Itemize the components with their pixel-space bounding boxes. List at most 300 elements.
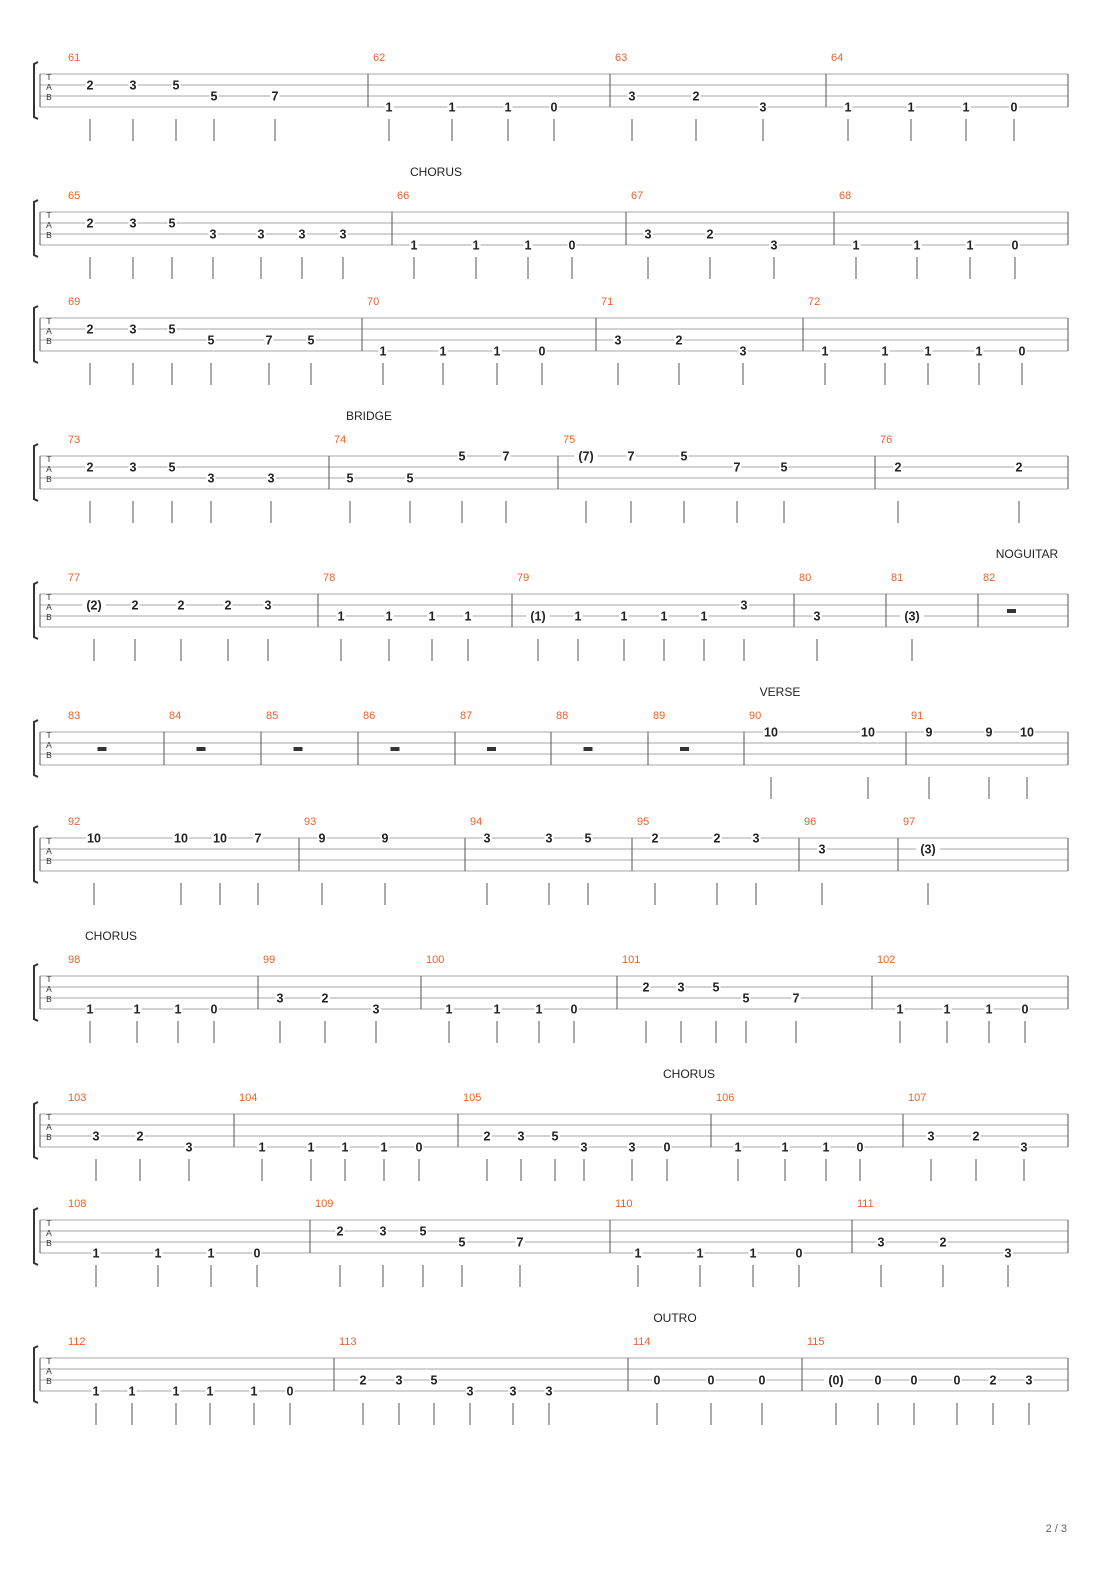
fret-number: 7 (254, 831, 262, 846)
fret-number: 2 (86, 78, 94, 93)
measure-number: 77 (68, 572, 81, 584)
fret-number: 3 (1020, 1140, 1028, 1155)
measure-number: 107 (908, 1092, 927, 1104)
measure-number: 97 (903, 816, 916, 828)
tab-system (34, 52, 1068, 141)
system-bracket (34, 720, 38, 777)
fret-number: 0 (910, 1373, 918, 1388)
measure-number: 113 (339, 1336, 357, 1348)
fret-number: 1 (206, 1384, 214, 1399)
measure-number: 115 (807, 1336, 825, 1348)
tab-system (34, 296, 1068, 385)
fret-number: 5 (307, 333, 315, 348)
fret-number: 3 (545, 831, 553, 846)
fret-number: 7 (627, 449, 635, 464)
fret-number: 3 (818, 842, 826, 857)
fret-number: 1 (154, 1246, 162, 1261)
measure-number: 100 (426, 954, 445, 966)
tab-clef-letter: A (46, 464, 52, 474)
measure-number: 112 (68, 1336, 86, 1348)
fret-number: 5 (780, 460, 788, 475)
measure-number: 91 (911, 710, 924, 722)
fret-number: 3 (677, 980, 685, 995)
measure-number: 82 (983, 572, 996, 584)
fret-number: 3 (257, 227, 265, 242)
tab-clef-letter: T (46, 1218, 52, 1228)
tab-system (34, 409, 1068, 523)
fret-number: 3 (129, 216, 137, 231)
fret-number: 3 (395, 1373, 403, 1388)
fret-number: (0) (828, 1373, 844, 1388)
system-bracket (34, 200, 38, 257)
measure-number: 66 (397, 190, 410, 202)
system-bracket (34, 1208, 38, 1265)
fret-number: 2 (642, 980, 650, 995)
tab-clef-letter: B (46, 1376, 52, 1386)
fret-number: 5 (168, 322, 176, 337)
fret-number: 0 (1011, 238, 1019, 253)
fret-number: 3 (759, 100, 767, 115)
fret-number: 5 (346, 471, 354, 486)
measure-number: 101 (622, 954, 641, 966)
measure-number: 75 (563, 434, 576, 446)
tab-clef-letter: T (46, 1112, 52, 1122)
system-bracket (34, 1102, 38, 1159)
tab-clef-letter: T (46, 1356, 52, 1366)
measure-number: 105 (463, 1092, 482, 1104)
fret-number: 1 (822, 1140, 830, 1155)
measure-number: 64 (831, 52, 844, 64)
system-bracket (34, 306, 38, 363)
section-label: BRIDGE (345, 409, 393, 423)
fret-number: 1 (907, 100, 915, 115)
fret-number: 5 (210, 89, 218, 104)
fret-number: 0 (550, 100, 558, 115)
measure-number: 85 (266, 710, 279, 722)
tab-system (34, 165, 1068, 279)
measure-number: 81 (891, 572, 904, 584)
fret-number: 3 (129, 460, 137, 475)
fret-number: 0 (1018, 344, 1026, 359)
fret-number: 5 (712, 980, 720, 995)
fret-number: 1 (896, 1002, 904, 1017)
fret-number: 2 (692, 89, 700, 104)
fret-number: 1 (445, 1002, 453, 1017)
fret-number: 2 (86, 322, 94, 337)
fret-number: 3 (509, 1384, 517, 1399)
fret-number: 1 (535, 1002, 543, 1017)
measure-number: 71 (601, 296, 614, 308)
tab-clef-letter: A (46, 602, 52, 612)
fret-number: 5 (551, 1129, 559, 1144)
fret-number: 3 (466, 1384, 474, 1399)
fret-number: 2 (224, 598, 232, 613)
measure-number: 92 (68, 816, 81, 828)
fret-number: 1 (472, 238, 480, 253)
measure-number: 87 (460, 710, 473, 722)
fret-number: 1 (92, 1246, 100, 1261)
fret-number: 2 (86, 460, 94, 475)
fret-number: 1 (696, 1246, 704, 1261)
whole-rest (197, 747, 206, 751)
fret-number: 1 (385, 609, 393, 624)
fret-number: 1 (92, 1384, 100, 1399)
fret-number: 7 (792, 991, 800, 1006)
fret-number: 2 (972, 1129, 980, 1144)
tab-clef-letter: B (46, 612, 52, 622)
fret-number: 7 (502, 449, 510, 464)
fret-number: 3 (209, 227, 217, 242)
measure-number: 98 (68, 954, 81, 966)
fret-number: 5 (680, 449, 688, 464)
tab-clef-letter: A (46, 984, 52, 994)
tab-clef-letter: A (46, 740, 52, 750)
tab-clef-letter: B (46, 856, 52, 866)
fret-number: 2 (713, 831, 721, 846)
measure-number: 88 (556, 710, 569, 722)
measure-number: 63 (615, 52, 628, 64)
tab-clef-letter: A (46, 1228, 52, 1238)
fret-number: 3 (1004, 1246, 1012, 1261)
tab-clef-letter: A (46, 1122, 52, 1132)
fret-number: 0 (253, 1246, 261, 1261)
section-label: NOGUITAR (995, 547, 1059, 561)
fret-number: 1 (620, 609, 628, 624)
system-bracket (34, 62, 38, 119)
fret-number: 9 (925, 725, 933, 740)
fret-number: 3 (185, 1140, 193, 1155)
fret-number: 3 (483, 831, 491, 846)
fret-number: 3 (517, 1129, 525, 1144)
measure-number: 69 (68, 296, 81, 308)
fret-number: 1 (172, 1384, 180, 1399)
measure-number: 103 (68, 1092, 87, 1104)
fret-number: 3 (298, 227, 306, 242)
fret-number: 0 (286, 1384, 294, 1399)
fret-number: 3 (545, 1384, 553, 1399)
fret-number: 0 (568, 238, 576, 253)
fret-number: 9 (318, 831, 326, 846)
fret-number: 9 (381, 831, 389, 846)
fret-number: 1 (128, 1384, 136, 1399)
tab-system (34, 1198, 1068, 1287)
fret-number: 5 (458, 449, 466, 464)
fret-number: 3 (379, 1224, 387, 1239)
fret-number: 3 (129, 78, 137, 93)
measure-number: 114 (633, 1336, 651, 1348)
tab-system (34, 547, 1068, 661)
measure-number: 83 (68, 710, 81, 722)
fret-number: 1 (524, 238, 532, 253)
measure-number: 65 (68, 190, 81, 202)
fret-number: 3 (92, 1129, 100, 1144)
tab-clef-letter: T (46, 974, 52, 984)
measure-number: 89 (653, 710, 666, 722)
fret-number: 3 (1025, 1373, 1033, 1388)
fret-number: 2 (939, 1235, 947, 1250)
system-bracket (34, 1346, 38, 1403)
fret-number: 1 (634, 1246, 642, 1261)
fret-number: 1 (821, 344, 829, 359)
system-bracket (34, 826, 38, 883)
fret-number: (1) (530, 609, 546, 624)
fret-number: 2 (706, 227, 714, 242)
fret-number: 10 (1020, 725, 1034, 740)
fret-number: 0 (1010, 100, 1018, 115)
fret-number: 0 (874, 1373, 882, 1388)
fret-number: 1 (133, 1002, 141, 1017)
fret-number: 1 (660, 609, 668, 624)
fret-number: 1 (962, 100, 970, 115)
fret-number: 5 (458, 1235, 466, 1250)
system-bracket (34, 964, 38, 1021)
tab-clef-letter: B (46, 230, 52, 240)
whole-rest (391, 747, 400, 751)
fret-number: 0 (1021, 1002, 1029, 1017)
tab-system (34, 1311, 1068, 1425)
fret-number: 0 (210, 1002, 218, 1017)
fret-number: 3 (644, 227, 652, 242)
fret-number: 10 (87, 831, 101, 846)
measure-number: 108 (68, 1198, 87, 1210)
fret-number: 1 (985, 1002, 993, 1017)
measure-number: 106 (716, 1092, 735, 1104)
fret-number: 1 (379, 344, 387, 359)
tab-clef-letter: T (46, 454, 52, 464)
fret-number: 10 (861, 725, 875, 740)
fret-number: 5 (584, 831, 592, 846)
measure-number: 110 (615, 1198, 633, 1210)
fret-number: 0 (758, 1373, 766, 1388)
fret-number: 2 (483, 1129, 491, 1144)
measure-number: 94 (470, 816, 483, 828)
fret-number: 2 (651, 831, 659, 846)
whole-rest (98, 747, 107, 751)
tab-clef-letter: B (46, 92, 52, 102)
fret-number: (3) (920, 842, 936, 857)
fret-number: 1 (86, 1002, 94, 1017)
measure-number: 74 (334, 434, 347, 446)
measure-number: 67 (631, 190, 644, 202)
measure-number: 104 (239, 1092, 258, 1104)
fret-number: 1 (913, 238, 921, 253)
fret-number: 3 (770, 238, 778, 253)
fret-number: 10 (764, 725, 778, 740)
section-label: OUTRO (653, 1311, 697, 1325)
section-label: CHORUS (409, 165, 463, 179)
fret-number: 1 (734, 1140, 742, 1155)
tab-clef-letter: A (46, 846, 52, 856)
fret-number: 0 (795, 1246, 803, 1261)
fret-number: 1 (975, 344, 983, 359)
fret-number: 2 (1015, 460, 1023, 475)
measure-number: 62 (373, 52, 386, 64)
fret-number: 2 (136, 1129, 144, 1144)
fret-number: 5 (419, 1224, 427, 1239)
fret-number: 1 (385, 100, 393, 115)
fret-number: 2 (675, 333, 683, 348)
measure-number: 111 (857, 1198, 874, 1210)
fret-number: 0 (538, 344, 546, 359)
tab-clef-letter: A (46, 1366, 52, 1376)
fret-number: 3 (580, 1140, 588, 1155)
fret-number: 3 (276, 991, 284, 1006)
fret-number: 2 (359, 1373, 367, 1388)
fret-number: 7 (733, 460, 741, 475)
fret-number: 3 (927, 1129, 935, 1144)
fret-number: 9 (985, 725, 993, 740)
fret-number: 2 (177, 598, 185, 613)
fret-number: 1 (174, 1002, 182, 1017)
fret-number: 1 (781, 1140, 789, 1155)
fret-number: 0 (570, 1002, 578, 1017)
fret-number: (7) (578, 449, 594, 464)
fret-number: 1 (258, 1140, 266, 1155)
section-label: CHORUS (662, 1067, 716, 1081)
measure-number: 79 (517, 572, 530, 584)
fret-number: 3 (628, 1140, 636, 1155)
measure-number: 86 (363, 710, 376, 722)
fret-number: 1 (966, 238, 974, 253)
fret-number: 1 (207, 1246, 215, 1261)
fret-number: 1 (504, 100, 512, 115)
fret-number: 3 (752, 831, 760, 846)
tab-system (34, 685, 1068, 799)
fret-number: 7 (265, 333, 273, 348)
tab-clef-letter: B (46, 474, 52, 484)
fret-number: 3 (207, 471, 215, 486)
fret-number: 1 (493, 344, 501, 359)
fret-number: 1 (881, 344, 889, 359)
tab-clef-letter: T (46, 72, 52, 82)
fret-number: 5 (168, 216, 176, 231)
fret-number: 1 (943, 1002, 951, 1017)
measure-number: 78 (323, 572, 336, 584)
fret-number: 2 (86, 216, 94, 231)
tab-system (34, 1067, 1068, 1181)
tab-clef-letter: T (46, 316, 52, 326)
tab-clef-letter: B (46, 994, 52, 1004)
tab-clef-letter: T (46, 210, 52, 220)
fret-number: (2) (86, 598, 102, 613)
tab-clef-letter: A (46, 326, 52, 336)
fret-number: 1 (307, 1140, 315, 1155)
fret-number: 1 (700, 609, 708, 624)
fret-number: 1 (337, 609, 345, 624)
whole-rest (1007, 609, 1016, 613)
fret-number: 1 (341, 1140, 349, 1155)
page-number: 2 / 3 (1045, 1523, 1067, 1535)
fret-number: 1 (924, 344, 932, 359)
measure-number: 84 (169, 710, 182, 722)
measure-number: 76 (880, 434, 893, 446)
fret-number: 1 (448, 100, 456, 115)
fret-number: 3 (614, 333, 622, 348)
fret-number: 5 (430, 1373, 438, 1388)
measure-number: 102 (877, 954, 896, 966)
fret-number: 10 (174, 831, 188, 846)
systems (34, 52, 1068, 1425)
tab-clef-letter: A (46, 220, 52, 230)
tab-clef-letter: T (46, 836, 52, 846)
fret-number: 2 (336, 1224, 344, 1239)
measure-number: 70 (367, 296, 380, 308)
fret-number: 2 (321, 991, 329, 1006)
fret-number: 3 (877, 1235, 885, 1250)
fret-number: 2 (989, 1373, 997, 1388)
fret-number: 1 (574, 609, 582, 624)
fret-number: 3 (628, 89, 636, 104)
tab-clef-letter: B (46, 750, 52, 760)
fret-number: 0 (856, 1140, 864, 1155)
fret-number: (3) (904, 609, 920, 624)
fret-number: 0 (663, 1140, 671, 1155)
tab-clef-letter: B (46, 1238, 52, 1248)
measure-number: 73 (68, 434, 81, 446)
measure-number: 99 (263, 954, 276, 966)
measure-number: 61 (68, 52, 81, 64)
fret-number: 3 (129, 322, 137, 337)
whole-rest (294, 747, 303, 751)
section-label: VERSE (759, 685, 801, 699)
measure-number: 95 (637, 816, 650, 828)
fret-number: 1 (844, 100, 852, 115)
fret-number: 1 (250, 1384, 258, 1399)
fret-number: 1 (410, 238, 418, 253)
fret-number: 5 (742, 991, 750, 1006)
fret-number: 3 (739, 344, 747, 359)
fret-number: 1 (749, 1246, 757, 1261)
measure-number: 68 (839, 190, 852, 202)
fret-number: 7 (516, 1235, 524, 1250)
fret-number: 10 (213, 831, 227, 846)
whole-rest (487, 747, 496, 751)
fret-number: 0 (415, 1140, 423, 1155)
whole-rest (680, 747, 689, 751)
fret-number: 5 (168, 460, 176, 475)
fret-number: 1 (464, 609, 472, 624)
fret-number: 3 (339, 227, 347, 242)
measure-number: 72 (808, 296, 821, 308)
fret-number: 5 (207, 333, 215, 348)
measure-number: 80 (799, 572, 812, 584)
fret-number: 1 (493, 1002, 501, 1017)
fret-number: 1 (380, 1140, 388, 1155)
section-label: CHORUS (84, 929, 138, 943)
fret-number: 3 (372, 1002, 380, 1017)
tab-clef-letter: T (46, 592, 52, 602)
fret-number: 7 (271, 89, 279, 104)
measure-number: 109 (315, 1198, 334, 1210)
fret-number: 1 (852, 238, 860, 253)
measure-number: 90 (749, 710, 762, 722)
fret-number: 5 (172, 78, 180, 93)
system-bracket (34, 444, 38, 501)
tab-system (34, 816, 1068, 905)
fret-number: 0 (653, 1373, 661, 1388)
tab-system (34, 929, 1068, 1043)
measure-number: 93 (304, 816, 317, 828)
fret-number: 2 (894, 460, 902, 475)
fret-number: 3 (813, 609, 821, 624)
tab-clef-letter: B (46, 336, 52, 346)
measure-number: 96 (804, 816, 817, 828)
fret-number: 0 (707, 1373, 715, 1388)
fret-number: 1 (439, 344, 447, 359)
tab-clef-letter: B (46, 1132, 52, 1142)
fret-number: 0 (953, 1373, 961, 1388)
fret-number: 3 (264, 598, 272, 613)
